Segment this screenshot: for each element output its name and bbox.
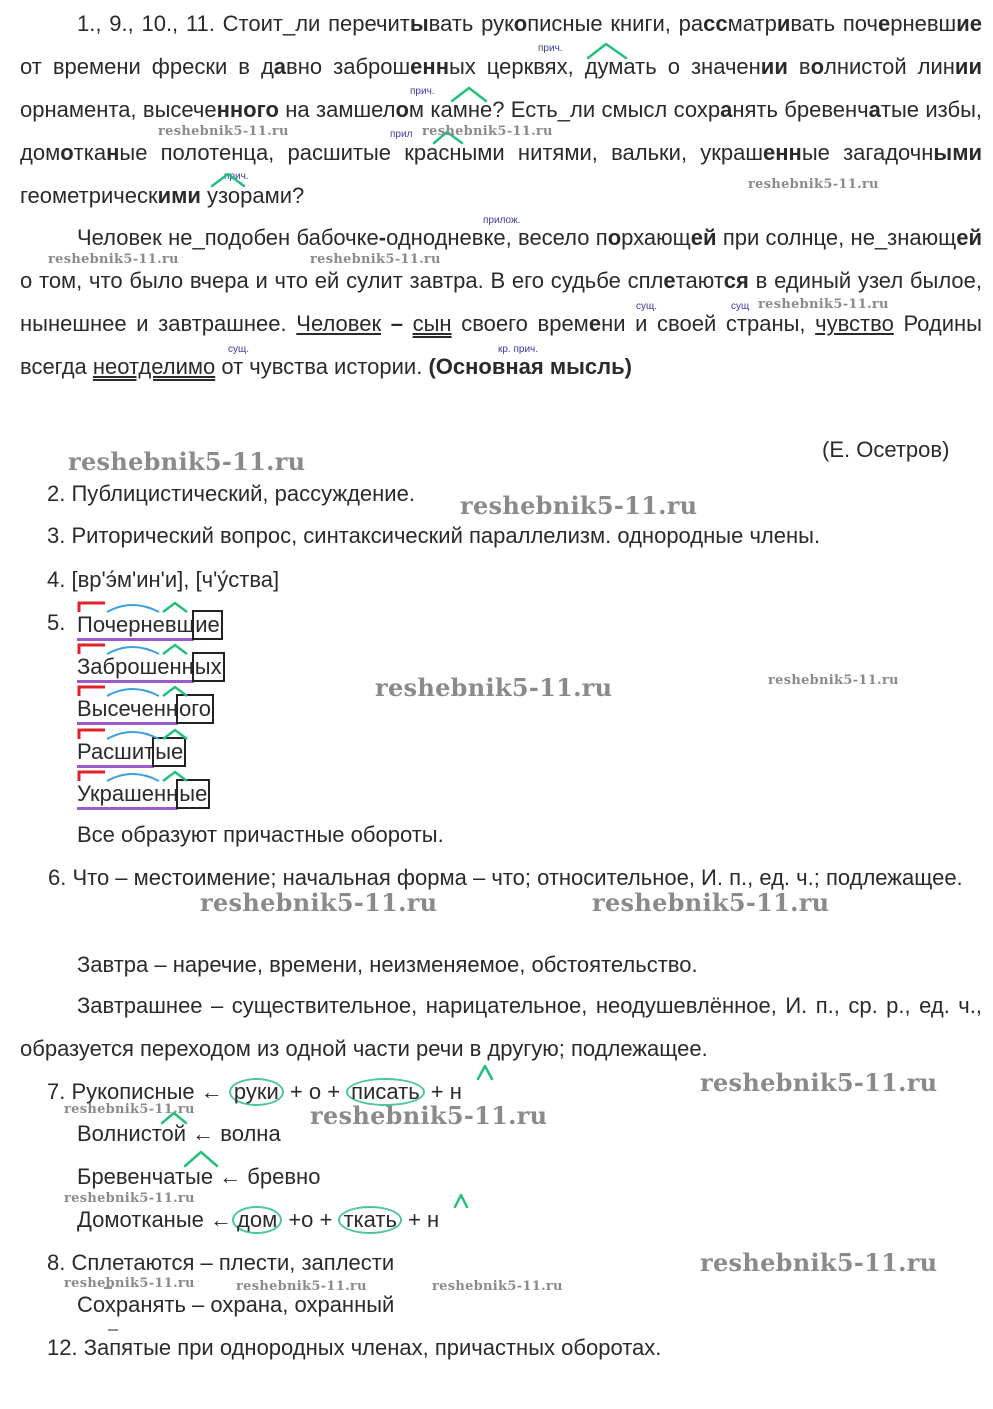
text-segment: и (776, 11, 791, 36)
answer-12: 12. Запятые при однородных членах, причастных оборотах. (47, 1335, 662, 1360)
word-stem: Расшит (77, 739, 154, 768)
answer-5-note: Все образуют причастные обороты. (77, 822, 444, 847)
text-segment: узорами? (200, 183, 305, 208)
annotation-pril: прил (390, 129, 413, 140)
answer-6-line-2: Завтра – наречие, времени, неизменяемое, обстоятельство. (77, 952, 698, 977)
text-segment: ых церквях, думать о значен (448, 54, 761, 79)
text-segment: и (968, 54, 982, 79)
root-circle: дом (232, 1206, 282, 1234)
text-segment: о (513, 11, 528, 36)
watermark: reshebnik5-11.ru (460, 491, 698, 520)
watermark: reshebnik5-11.ru (64, 1276, 195, 1291)
root-circle: руки (229, 1078, 284, 1106)
morpheme-marks-icon (77, 727, 257, 741)
text-segment: тка (73, 140, 107, 165)
watermark: reshebnik5-11.ru (748, 177, 879, 192)
text-segment: о (607, 225, 622, 250)
text-segment: неотделимо (92, 354, 216, 379)
watermark: reshebnik5-11.ru (310, 252, 441, 267)
word-ending: ые (152, 737, 186, 767)
text-segment: рневш (890, 11, 957, 36)
answer-2: 2. Публицистический, рассуждение. (47, 481, 415, 506)
text-segment: писные книги, ра (527, 11, 704, 36)
text-segment: ими (157, 183, 201, 208)
stress-mark-icon (455, 1195, 467, 1207)
text-segment: о том, что было вчера и что ей сулит завтра. В его судьбе спл (20, 268, 664, 293)
answer-8-line-1: 8. Сплетаются – плести, заплести (47, 1250, 395, 1275)
text-segment: енн (410, 54, 449, 79)
text-segment: геометрическ (20, 183, 158, 208)
text-segment: ы (409, 11, 429, 36)
text-segment: сын (412, 311, 452, 336)
text-segment: (Основная мысль) (428, 354, 632, 379)
morpheme-marks-icon (77, 684, 257, 698)
text-segment: тые избы, дом (20, 97, 982, 165)
annotation-sush: сущ. (228, 344, 250, 355)
text-segment: однодневке, весело п (386, 225, 608, 250)
annotation-kr-prich: кр. прич. (498, 344, 539, 355)
text-segment: ыми (933, 140, 982, 165)
author: (Е. Осетров) (822, 437, 950, 462)
text-segment: в единый узел былое, нынешнее и завтрашнее. (20, 268, 982, 336)
annotation-prich: прич. (224, 171, 249, 182)
text-segment: чувство (815, 311, 894, 336)
text-segment: а (720, 97, 733, 122)
word-ending: ого (176, 694, 214, 724)
text-segment: ей (956, 225, 982, 250)
text-segment: - (378, 225, 387, 250)
text-segment: ые загадочн (801, 140, 934, 165)
answer-6-line-3: Завтрашнее – существительное, нарицательное, неодушевлённое, И. п., ср. р., ед. ч., образуется переходом из одной части речи в другую; подлежащее. (20, 993, 982, 1061)
morpheme-word (77, 779, 210, 809)
morpheme-word (77, 694, 214, 724)
word-stem: Украшенн (77, 781, 178, 810)
morpheme-word (77, 737, 186, 767)
answer-7-line-4: Домотканые ← дом +о + ткать + н (77, 1207, 440, 1232)
text-segment: ни и своей страны, (601, 311, 816, 336)
text-segment: вать поч (790, 11, 878, 36)
root-circle: ткать (338, 1206, 401, 1234)
watermark: reshebnik5-11.ru (68, 447, 306, 476)
text-segment: 1., 9., 10., 11. Стоит_ли перечит (77, 11, 410, 36)
text-segment: енн (763, 140, 802, 165)
word-ending: ых (192, 652, 225, 682)
morpheme-word (77, 652, 225, 682)
annotation-prich: прич. (410, 86, 435, 97)
text-segment: в (787, 54, 811, 79)
watermark: reshebnik5-11.ru (768, 673, 899, 688)
watermark: reshebnik5-11.ru (432, 1279, 563, 1294)
text-segment: вно заброш (286, 54, 411, 79)
text-segment: о (810, 54, 825, 79)
text-segment: и (954, 54, 969, 79)
root-circle: писать (346, 1078, 425, 1106)
text-segment: от времени фрески в д (20, 54, 274, 79)
answer-6-line-1: 6. Что – местоимение; начальная форма – что; относительное, И. п., ед. ч.; подлежащее. (48, 865, 963, 890)
text-segment: рхающ (621, 225, 691, 250)
text-segment: тают (675, 268, 724, 293)
text-segment: – (381, 311, 413, 336)
text-segment: Родины всегда (20, 311, 982, 379)
answer-7-line-3: Бревенчатые ← бревно (77, 1164, 321, 1189)
text-segment: вать рук (428, 11, 514, 36)
text-segment: Человек (296, 311, 382, 336)
text-segment: м камне? Есть_ли смысл сохр (408, 97, 721, 122)
watermark: reshebnik5-11.ru (700, 1068, 938, 1097)
word-stem: Высеченн (77, 696, 178, 725)
morpheme-marks-icon (77, 642, 257, 656)
text-segment: нного (216, 97, 279, 122)
text-segment: ей (690, 225, 717, 250)
word-ending: ие (192, 610, 223, 640)
text-segment: своего врем (451, 311, 589, 336)
text-segment: о (395, 97, 409, 122)
watermark: reshebnik5-11.ru (758, 297, 889, 312)
watermark: reshebnik5-11.ru (592, 888, 830, 917)
text-segment: ся (723, 268, 749, 293)
text-segment: ии (760, 54, 788, 79)
word-stem: Заброшенн (77, 654, 194, 683)
morpheme-marks-icon (77, 600, 257, 614)
watermark: reshebnik5-11.ru (310, 1101, 548, 1130)
text-segment: нять бревенч (732, 97, 869, 122)
annotation-sush: сущ. (636, 301, 658, 312)
answer-7-line-2: Волнистой ← волна (77, 1121, 281, 1146)
text-segment: орнамента, высече (20, 97, 217, 122)
text-segment: матр (727, 11, 777, 36)
text-segment: е (588, 311, 602, 336)
text-segment: при солнце, не_знающ (716, 225, 957, 250)
watermark: reshebnik5-11.ru (422, 124, 553, 139)
text-segment: от чувства истории. (215, 354, 429, 379)
watermark: reshebnik5-11.ru (236, 1279, 367, 1294)
annotation-prilozh: прилож. (483, 215, 521, 226)
morpheme-word (77, 610, 223, 640)
answer-5-number: 5. (47, 610, 66, 635)
text-segment: ие (956, 11, 982, 36)
word-stem: Почерневш (77, 612, 194, 641)
text-segment: о (60, 140, 74, 165)
watermark: reshebnik5-11.ru (700, 1248, 938, 1277)
watermark: reshebnik5-11.ru (48, 252, 179, 267)
text-segment: а (273, 54, 287, 79)
text-segment: е (663, 268, 676, 293)
text-segment: на замшел (278, 97, 396, 122)
annotation-sush: сущ (731, 301, 750, 312)
watermark: reshebnik5-11.ru (64, 1191, 195, 1206)
text-segment: н (106, 140, 120, 165)
answer-8-line-2: Сохранять – охрана, охранный (77, 1292, 395, 1317)
watermark: reshebnik5-11.ru (158, 124, 289, 139)
word-ending: ые (176, 779, 210, 809)
watermark: reshebnik5-11.ru (200, 888, 438, 917)
answer-4: 4. [вр'э́м'ин'и], [ч'у́ства] (47, 567, 280, 592)
text-segment: ые полотенца, расшитые красными нитями, вальки, украш (119, 140, 764, 165)
text-segment: е (878, 11, 891, 36)
text-segment: Человек не_подобен бабочке (77, 225, 379, 250)
text-segment: сс (703, 11, 728, 36)
watermark: reshebnik5-11.ru (375, 673, 613, 702)
text-segment: лнистой лин (824, 54, 955, 79)
answer-3: 3. Риторический вопрос, синтаксический параллелизм. однородные члены. (47, 523, 821, 548)
annotation-prich: прич. (538, 43, 563, 54)
text-segment: а (868, 97, 881, 122)
morpheme-marks-icon (77, 769, 257, 783)
answer-7-line-1: 7. Рукописные ← руки + о + писать + н (47, 1079, 462, 1104)
watermark: reshebnik5-11.ru (64, 1102, 195, 1117)
